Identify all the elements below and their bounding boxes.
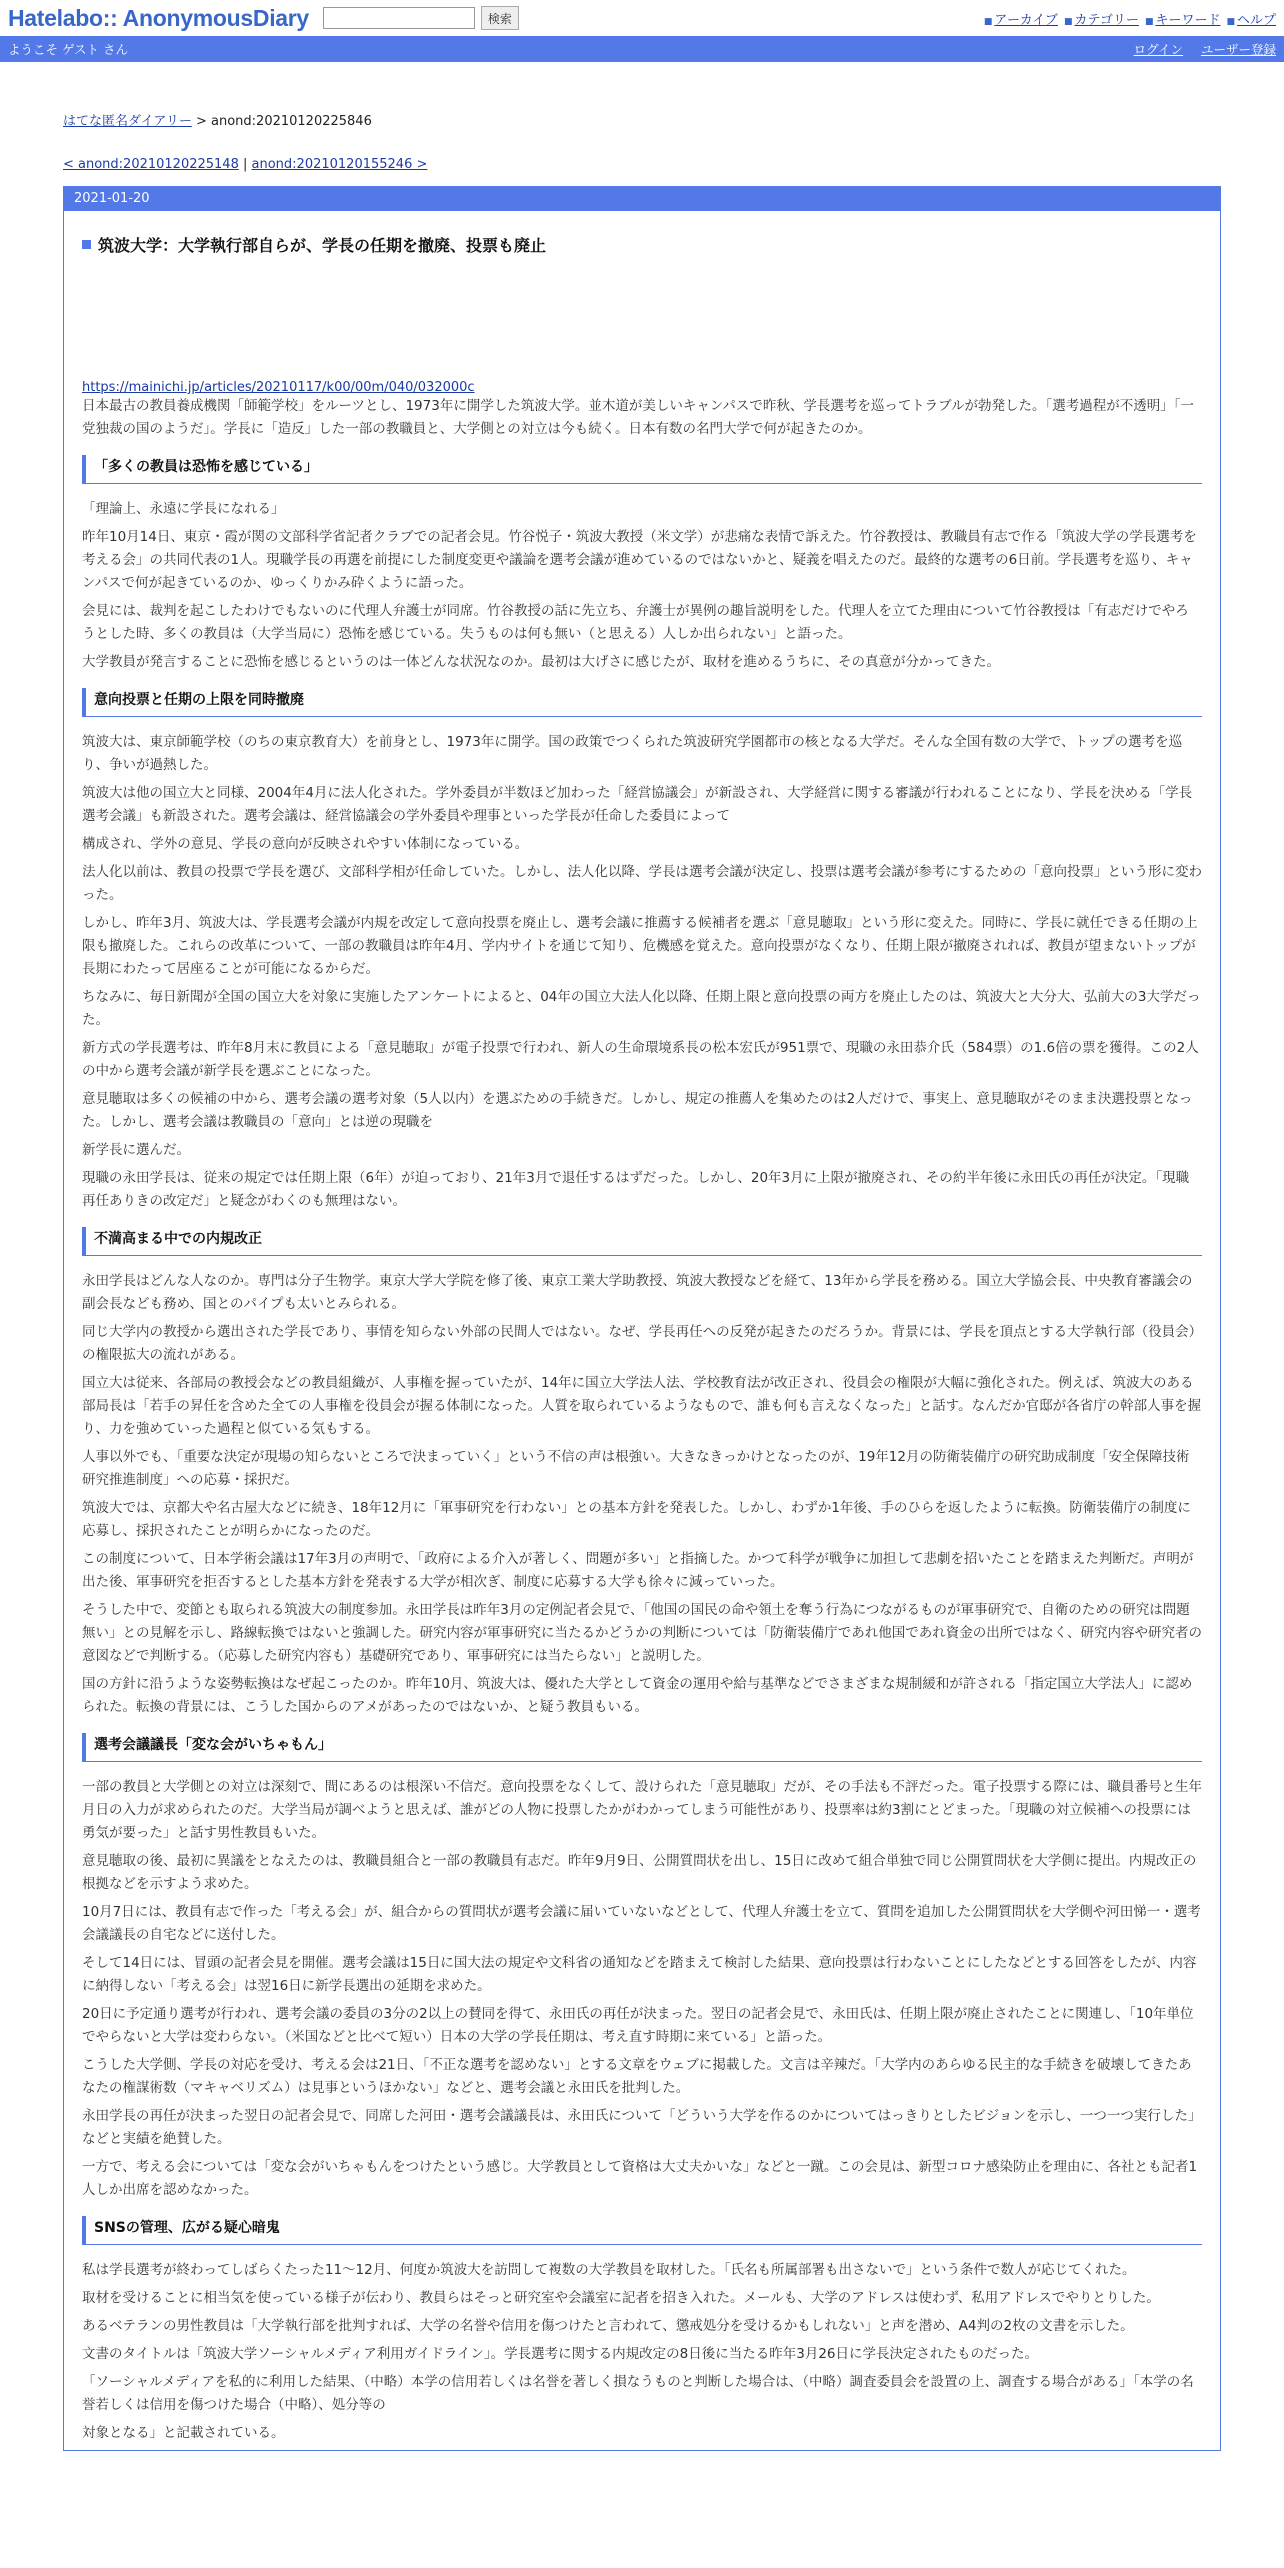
login-link[interactable]: ログイン [1133, 42, 1183, 57]
paragraph: こうした大学側、学長の対応を受け、考える会は21日、「不正な選考を認めない」とする文章をウェブに掲載した。文言は辛辣だ。「大学内のあらゆる民主的な手続きを破壊してきたあなたの権謀術数（マキャベリズム）は見事というほかない」などと、選考会議と永田氏を批判した。 [82, 2057, 1192, 2096]
paragraph: 私は学長選考が終わってしばらくたった11～12月、何度か筑波大を訪問して複数の大学教員を取材した。「氏名も所属部署も出さないで」という条件で数人が応じてくれた。 [82, 2262, 1136, 2278]
paragraph: 永田学長はどんな人なのか。専門は分子生物学。東京大学大学院を修了後、東京工業大学助教授、筑波大教授などを経て、13年から学長を務める。国立大学協会長、中央教育審議会の副会長なども務め、国とのパイプも太いとみられる。 [82, 1273, 1193, 1312]
day-date: 2021-01-20 [64, 187, 1220, 211]
article-text [82, 395, 1202, 2445]
paragraph: 筑波大は、東京師範学校（のちの東京教育大）を前身とし、1973年に開学。国の政策でつくられた筑波研究学園都市の核となる大学だ。そんな全国有数の大学で、トップの選考を巡り、争いが過熱した。 [82, 734, 1183, 773]
paragraph: 筑波大では、京都大や名古屋大などに続き、18年12月に「軍事研究を行わない」との基本方針を発表した。しかし、わずか1年後、手のひらを返したように転換。防衛装備庁の制度に応募し、採択されたことが明らかになったのだ。 [82, 1500, 1191, 1539]
source-url-link[interactable]: https://mainichi.jp/articles/20210117/k00/00m/040/032000c [82, 380, 475, 395]
entry-title-text: 筑波大学：大学執行部自らが、学長の任期を撤廃、投票も廃止 [98, 236, 547, 255]
paragraph: 一部の教員と大学側との対立は深刻で、間にあるのは根深い不信だ。意向投票をなくして、設けられた「意見聴取」だが、その手法も不評だった。電子投票する際には、職員番号と生年月日の入力が求められたのだ。大学当局が調べようと思えば、誰がどの人物に投票したかがわかってしまう可能性があり、投票率は約3割にとどまった。「現職の対立候補への投票には勇気が要った」と話す男性教員もいた。 [82, 1779, 1202, 1841]
nav-help[interactable] [1226, 9, 1276, 28]
bullet-icon: ■ [1144, 16, 1154, 27]
square-bullet-icon[interactable] [82, 240, 91, 249]
paragraph: 国の方針に沿うような姿勢転換はなぜ起こったのか。昨年10月、筑波大は、優れた大学として資金の運用や給与基準などでさまざまな規制緩和が許される「指定国立大学法人」に認められた。転換の背景には、こうした国からのアメがあったのではないか、と疑う教員もいる。 [82, 1676, 1193, 1715]
section-heading: 意向投票と任期の上限を同時撤廃 [82, 688, 1202, 717]
source-url [82, 380, 1202, 395]
paragraph: 筑波大は他の国立大と同様、2004年4月に法人化された。学外委員が半数ほど加わった「経営協議会」が新設され、大学経営に関する審議が行われることになり、学長を決める「学長選考会議」も新設された。選考会議は、経営協議会の学外委員や理事といった学長が任命した委員によって [82, 785, 1193, 824]
search-button[interactable]: 検索 [481, 6, 519, 30]
breadcrumb-separator: > [191, 114, 212, 129]
register-link[interactable]: ユーザー登録 [1200, 42, 1276, 57]
section-heading: 選考会議議長「変な会がいちゃもん」 [82, 1733, 1202, 1762]
site-logo[interactable]: Hatelabo:: AnonymousDiary [8, 4, 309, 31]
paragraph: 大学教員が発言することに恐怖を感じるというのは一体どんな状況なのか。最初は大げさに感じたが、取材を進めるうちに、その真意が分かってきた。 [82, 654, 1000, 670]
paragraph: しかし、昨年3月、筑波大は、学長選考会議が内規を改定して意向投票を廃止し、選考会議に推薦する候補者を選ぶ「意見聴取」という形に変えた。同時に、学長に就任できる任期の上限も撤廃した。これらの改革について、一部の教職員は昨年4月、学内サイトを通じて知り、危機感を覚えた。意向投票がなくなり、任期上限が撤廃されれば、教員が望まないトップが長期にわたって居座ることが可能になるからだ。 [82, 915, 1198, 977]
top-nav [984, 9, 1276, 28]
paragraph: 対象となる」と記載されている。 [82, 2425, 285, 2441]
entry-body [64, 211, 1220, 2445]
paragraph: 取材を受けることに相当気を使っている様子が伝わり、教員らはそっと研究室や会議室に記者を招き入れた。メールも、大学のアドレスは使わず、私用アドレスでやりとりした。 [82, 2290, 1160, 2306]
paragraph: 永田学長の再任が決まった翌日の記者会見で、同席した河田・選考会議議長は、永田氏について「どういう大学を作るのかについてはっきりとしたビジョンを示し、一つ一つ実行した」などと実績を絶賛した。 [82, 2108, 1202, 2147]
bullet-icon: ■ [1226, 16, 1235, 27]
paragraph: 構成され、学外の意見、学長の意向が反映されやすい体制になっている。 [82, 836, 529, 852]
section-heading: SNSの管理、広がる疑心暗鬼 [82, 2216, 1202, 2245]
nav-archive-link[interactable]: アーカイブ [994, 12, 1058, 28]
paragraph: 現職の永田学長は、従来の規定では任期上限（6年）が迫っており、21年3月で退任するはずだった。しかし、20年3月に上限が撤廃され、その約半年後に永田氏の再任が決定。「現職再任ありきの改定だ」と疑念がわくのも無理はない。 [82, 1170, 1190, 1209]
paragraph: 10月7日には、教員有志で作った「考える会」が、組合からの質問状が選考会議に届いていないなどとして、代理人弁護士を立て、質問を追加した公開質問状を大学側や河田悌一・選考会議議長の自宅などに送付した。 [82, 1904, 1201, 1943]
paragraph: 会見には、裁判を起こしたわけでもないのに代理人弁護士が同席。竹谷教授の話に先立ち、弁護士が異例の趣旨説明をした。代理人を立てた理由について竹谷教授は「有志だけでやろうとした時、多くの教員は（大学当局に）恐怖を感じている。失うものは何も無い（と思える）人しか出られない」と語った。 [82, 603, 1189, 642]
lead-paragraph: 日本最古の教員養成機関「師範学校」をルーツとし、1973年に開学した筑波大学。並木道が美しいキャンパスで昨秋、学長選考を巡ってトラブルが勃発した。「選考過程が不透明」「一党独裁の国のようだ」。学長に「造反」した一部の教職員と、大学側との対立は今も続く。日本有数の名門大学で何が起きたのか。 [82, 398, 1195, 437]
paragraph: 意見聴取の後、最初に異議をとなえたのは、教職員組合と一部の教職員有志だ。昨年9月9日、公開質問状を出し、15日に改めて組合単独で同じ公開質問状を大学側に提出。内規改正の根拠などを示すよう求めた。 [82, 1853, 1197, 1892]
sub-bar [0, 36, 1284, 62]
search-input[interactable] [323, 7, 475, 29]
nav-category-link[interactable]: カテゴリー [1074, 12, 1139, 28]
paragraph: そうした中で、変節とも取られる筑波大の制度参加。永田学長は昨年3月の定例記者会見で、「他国の国民の命や領土を奪う行為につながるものが軍事研究で、自衛のための研究は問題無い」との見解を示し、路線転換ではないと強調した。研究内容が軍事研究に当たるかどうかの判断については「防衛装備庁であれ他国であれ資金の出所ではなく、研究内容や研究者の意図などで判断する。（応募した研究内容も）基礎研究であり、軍事研究には当たらない」と説明した。 [82, 1602, 1202, 1664]
paragraph: 一方で、考える会については「変な会がいちゃもんをつけたという感じ。大学教員として資格は大丈夫かいな」などと一蹴。この会見は、新型コロナ感染防止を理由に、各社とも記者1人しか出席を認めなかった。 [82, 2159, 1198, 2198]
nav-category[interactable] [1064, 9, 1139, 28]
paragraph: 法人化以前は、教員の投票で学長を選び、文部科学相が任命していた。しかし、法人化以降、学長は選考会議が決定し、投票は選考会議が参考にするための「意向投票」という形に変わった。 [82, 864, 1202, 903]
paragraph: あるベテランの男性教員は「大学執行部を批判すれば、大学の名誉や信用を傷つけたと言われて、懲戒処分を受けるかもしれない」と声を潜め、A4判の2枚の文書を示した。 [82, 2318, 1134, 2334]
entry-pager [63, 157, 1221, 172]
top-bar [0, 0, 1284, 36]
section-heading: 「多くの教員は恐怖を感じている」 [82, 455, 1202, 484]
paragraph: 意見聴取は多くの候補の中から、選考会議の選考対象（5人以内）を選ぶための手続きだ。しかし、規定の推薦人を集めたのは2人だけで、事実上、意見聴取がそのまま決選投票となった。しかし、選考会議は教職員の「意向」とは逆の現職を [82, 1091, 1193, 1130]
paragraph: 人事以外でも、「重要な決定が現場の知らないところで決まっていく」という不信の声は根強い。大きなきっかけとなったのが、19年12月の防衛装備庁の研究助成制度「安全保障技術研究推進制度」への応募・採択だ。 [82, 1449, 1190, 1488]
entry-title [82, 233, 1202, 256]
bullet-icon: ■ [983, 16, 993, 27]
paragraph: 新方式の学長選考は、昨年8月末に教員による「意見聴取」が電子投票で行われ、新人の生命環境系長の松本宏氏が951票で、現職の永田恭介氏（584票）の1.6倍の票を獲得。この2人の中から選考会議が新学長を選ぶことになった。 [82, 1040, 1199, 1079]
paragraph: そして14日には、冒頭の記者会見を開催。選考会議は15日に国大法の規定や文科省の通知などを踏まえて検討した結果、意向投票は行わないことにしたなどとする回答をしたが、内容に納得しない「考える会」は翌16日に新学長選出の延期を求めた。 [82, 1955, 1197, 1994]
nav-archive[interactable] [984, 9, 1058, 28]
paragraph: 新学長に選んだ。 [82, 1142, 190, 1158]
bullet-icon: ■ [1063, 16, 1073, 27]
breadcrumb-current: anond:20210120225846 [211, 114, 372, 129]
nav-keyword-link[interactable]: キーワード [1155, 12, 1221, 28]
paragraph: 昨年10月14日、東京・霞が関の文部科学省記者クラブでの記者会見。竹谷悦子・筑波大教授（米文学）が悲痛な表情で訴えた。竹谷教授は、教職員有志で作る「筑波大学の学長選考を考える会」の共同代表の1人。現職学長の再選を前提にした制度変更や議論を選考会議が進めているのではないかと、疑義を唱えたのだ。最終的な選考の6日前。学長選考を巡り、キャンパスで何が起きているのか、ゆっくりかみ砕くように語った。 [82, 529, 1197, 591]
breadcrumb-home-link[interactable]: はてな匿名ダイアリー [63, 114, 192, 129]
pager-separator: | [238, 157, 252, 172]
paragraph: 文書のタイトルは「筑波大学ソーシャルメディア利用ガイドライン」。学長選考に関する内規改定の8日後に当たる昨年3月26日に学長決定されたものだった。 [82, 2346, 1038, 2362]
paragraph: 国立大は従来、各部局の教授会などの教員組織が、人事権を握っていたが、14年に国立大学法人法、学校教育法が改正され、役員会の権限が大幅に強化された。例えば、筑波大のある部局長は「若手の昇任を含めた全ての人事権を役員会が握る体制になった。人質を取られているようなもので、誰も何も言えなくなった」と話す。なんだか官邸が各省庁の幹部人事を握り、力を強めていった過程と似ている気もする。 [82, 1375, 1202, 1437]
day-box [63, 186, 1221, 2451]
nav-keyword[interactable] [1145, 9, 1221, 28]
paragraph: 同じ大学内の教授から選出された学長であり、事情を知らない外部の民間人ではない。なぜ、学長再任への反発が起きたのだろうか。背景には、学長を頂点とする大学執行部（役員会）の権限拡大の流れがある。 [82, 1324, 1196, 1363]
prev-entry-link[interactable]: < anond:20210120225148 [63, 157, 239, 172]
paragraph: ちなみに、毎日新聞が全国の国立大を対象に実施したアンケートによると、04年の国立大法人化以降、任期上限と意向投票の両方を廃止したのは、筑波大と大分大、弘前大の3大学だった。 [82, 989, 1201, 1028]
section-heading: 不満高まる中での内規改正 [82, 1227, 1202, 1256]
welcome-text: ようこそ ゲスト さん [8, 42, 128, 57]
nav-help-link[interactable]: ヘルプ [1236, 12, 1276, 28]
next-entry-link[interactable]: anond:20210120155246 > [251, 157, 428, 172]
paragraph: 「理論上、永遠に学長になれる」 [82, 501, 285, 517]
paragraph: 20日に予定通り選考が行われ、選考会議の委員の3分の2以上の賛同を得て、永田氏の再任が決まった。翌日の記者会見で、永田氏は、任期上限が廃止されたことに関連し、「10年単位でやらないと大学は変わらない。（米国などと比べて短い）日本の大学の学長任期は、考え直す時期に来ている」と語った。 [82, 2006, 1194, 2045]
paragraph: この制度について、日本学術会議は17年3月の声明で、「政府による介入が著しく、問題が多い」と指摘した。かつて科学が戦争に加担して悲劇を招いたことを踏まえた判断だ。声明が出た後、軍事研究を拒否するとした基本方針を発表する大学が相次ぎ、制度に応募する大学も徐々に減っていった。 [82, 1551, 1194, 1590]
paragraph: 「ソーシャルメディアを私的に利用した結果、（中略）本学の信用若しくは名誉を著しく損なうものと判断した場合は、（中略）調査委員会を設置の上、調査する場合がある」「本学の名誉若しくは信用を傷つけた場合（中略）、処分等の [82, 2374, 1194, 2413]
breadcrumb [63, 110, 1221, 129]
